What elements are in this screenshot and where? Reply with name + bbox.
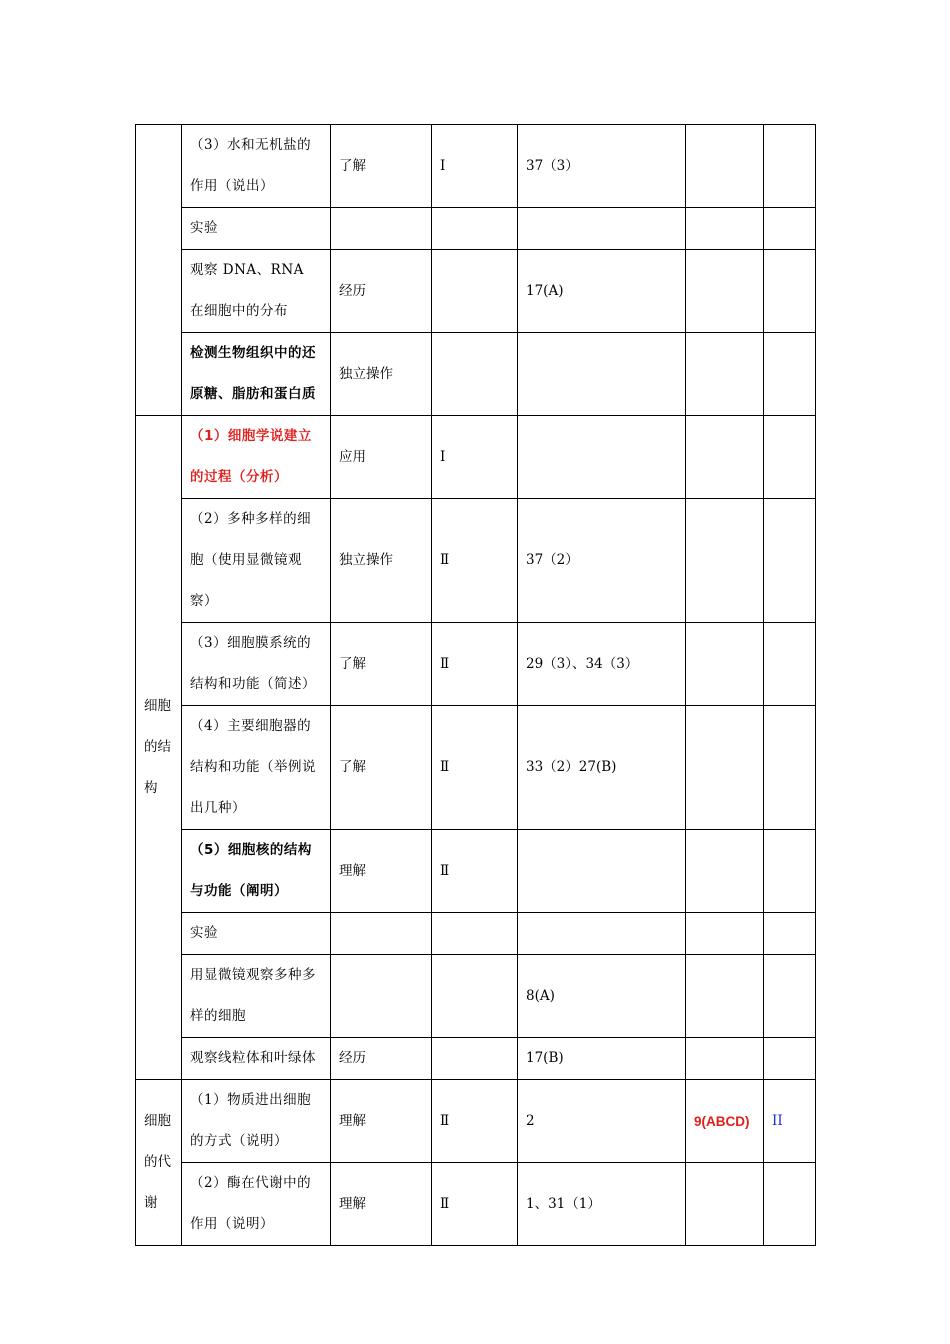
topic-cell: 用显微镜观察多种多样的细胞	[182, 955, 331, 1038]
items-cell: 1、31（1）	[518, 1163, 686, 1246]
extra-level-cell	[764, 955, 816, 1038]
table-row	[136, 1038, 816, 1080]
table-row	[136, 1163, 816, 1246]
topic-cell: 实验	[182, 913, 331, 955]
requirement-cell: 了解	[331, 125, 432, 208]
section-cell-cell-metabolism	[136, 1080, 182, 1246]
extra-cell	[686, 125, 764, 208]
table-row	[136, 830, 816, 913]
requirement-cell	[331, 913, 432, 955]
extra-level-cell	[764, 913, 816, 955]
table-row	[136, 1080, 816, 1163]
topic-cell: （1）物质进出细胞的方式（说明）	[182, 1080, 331, 1163]
requirement-cell: 理解	[331, 1163, 432, 1246]
level-cell: Ⅰ	[432, 125, 518, 208]
topic-cell: （2）多种多样的细胞（使用显微镜观察）	[182, 499, 331, 623]
section-label: 的代	[144, 1154, 171, 1170]
table-row	[136, 499, 816, 623]
extra-cell	[686, 416, 764, 499]
extra-cell	[686, 208, 764, 250]
level-cell	[432, 913, 518, 955]
items-cell	[518, 830, 686, 913]
topic-cell: 观察 DNA、RNA 在细胞中的分布	[182, 250, 331, 333]
section-label: 细胞	[144, 698, 171, 714]
requirement-cell: 了解	[331, 623, 432, 706]
extra-level-cell	[764, 706, 816, 830]
section-label: 的结	[144, 739, 171, 755]
extra-cell	[686, 706, 764, 830]
level-cell: Ⅱ	[432, 499, 518, 623]
extra-level-cell	[764, 208, 816, 250]
requirement-cell: 理解	[331, 1080, 432, 1163]
extra-cell	[686, 913, 764, 955]
topic-cell: （4）主要细胞器的结构和功能（举例说出几种）	[182, 706, 331, 830]
topic-cell: 实验	[182, 208, 331, 250]
section-cell-empty	[136, 125, 182, 416]
topic-cell: 检测生物组织中的还原糖、脂肪和蛋白质	[182, 333, 331, 416]
extra-level-cell	[764, 1038, 816, 1080]
extra-level-cell	[764, 623, 816, 706]
requirement-cell	[331, 955, 432, 1038]
level-cell: Ⅱ	[432, 706, 518, 830]
items-cell: 37（2）	[518, 499, 686, 623]
level-cell	[432, 333, 518, 416]
requirement-cell: 独立操作	[331, 499, 432, 623]
topic-cell: （3）水和无机盐的作用（说出）	[182, 125, 331, 208]
extra-level-cell	[764, 125, 816, 208]
extra-level-cell	[764, 333, 816, 416]
extra-cell	[686, 499, 764, 623]
requirement-cell: 经历	[331, 250, 432, 333]
table-row	[136, 250, 816, 333]
extra-cell	[686, 1038, 764, 1080]
extra-cell: 9(ABCD)	[686, 1080, 764, 1163]
table-row	[136, 208, 816, 250]
extra-level-cell	[764, 250, 816, 333]
level-cell	[432, 208, 518, 250]
level-cell: Ⅱ	[432, 830, 518, 913]
topic-cell: （2）酶在代谢中的作用（说明）	[182, 1163, 331, 1246]
level-cell: Ⅱ	[432, 1163, 518, 1246]
extra-cell	[686, 830, 764, 913]
items-cell	[518, 416, 686, 499]
section-label: 谢	[144, 1195, 158, 1211]
items-cell	[518, 333, 686, 416]
extra-cell	[686, 333, 764, 416]
syllabus-table	[135, 124, 816, 1246]
extra-level-cell: II	[764, 1080, 816, 1163]
table-row	[136, 706, 816, 830]
table-row	[136, 416, 816, 499]
items-cell: 2	[518, 1080, 686, 1163]
items-cell: 8(A)	[518, 955, 686, 1038]
extra-level-cell	[764, 416, 816, 499]
topic-cell: （1）细胞学说建立的过程（分析）	[182, 416, 331, 499]
section-cell-cell-structure	[136, 416, 182, 1080]
extra-cell	[686, 955, 764, 1038]
items-cell: 17(A)	[518, 250, 686, 333]
level-cell	[432, 1038, 518, 1080]
requirement-cell: 经历	[331, 1038, 432, 1080]
table-row	[136, 623, 816, 706]
topic-cell: （3）细胞膜系统的结构和功能（简述）	[182, 623, 331, 706]
requirement-cell: 独立操作	[331, 333, 432, 416]
extra-level-cell	[764, 499, 816, 623]
items-cell: 33（2）27(B)	[518, 706, 686, 830]
items-cell	[518, 208, 686, 250]
level-cell	[432, 955, 518, 1038]
items-cell: 37（3）	[518, 125, 686, 208]
requirement-cell: 应用	[331, 416, 432, 499]
table-row	[136, 125, 816, 208]
topic-cell: （5）细胞核的结构与功能（阐明）	[182, 830, 331, 913]
level-cell	[432, 250, 518, 333]
items-cell: 29（3）、34（3）	[518, 623, 686, 706]
requirement-cell: 理解	[331, 830, 432, 913]
section-label: 细胞	[144, 1113, 171, 1129]
requirement-cell: 了解	[331, 706, 432, 830]
table-row	[136, 955, 816, 1038]
extra-cell	[686, 250, 764, 333]
level-cell: Ⅱ	[432, 1080, 518, 1163]
topic-cell: 观察线粒体和叶绿体	[182, 1038, 331, 1080]
extra-cell	[686, 623, 764, 706]
extra-level-cell	[764, 1163, 816, 1246]
requirement-cell	[331, 208, 432, 250]
table-row	[136, 913, 816, 955]
items-cell: 17(B)	[518, 1038, 686, 1080]
level-cell: Ⅱ	[432, 623, 518, 706]
items-cell	[518, 913, 686, 955]
section-label: 构	[144, 780, 158, 796]
extra-level-cell	[764, 830, 816, 913]
extra-cell	[686, 1163, 764, 1246]
table-row	[136, 333, 816, 416]
level-cell: Ⅰ	[432, 416, 518, 499]
